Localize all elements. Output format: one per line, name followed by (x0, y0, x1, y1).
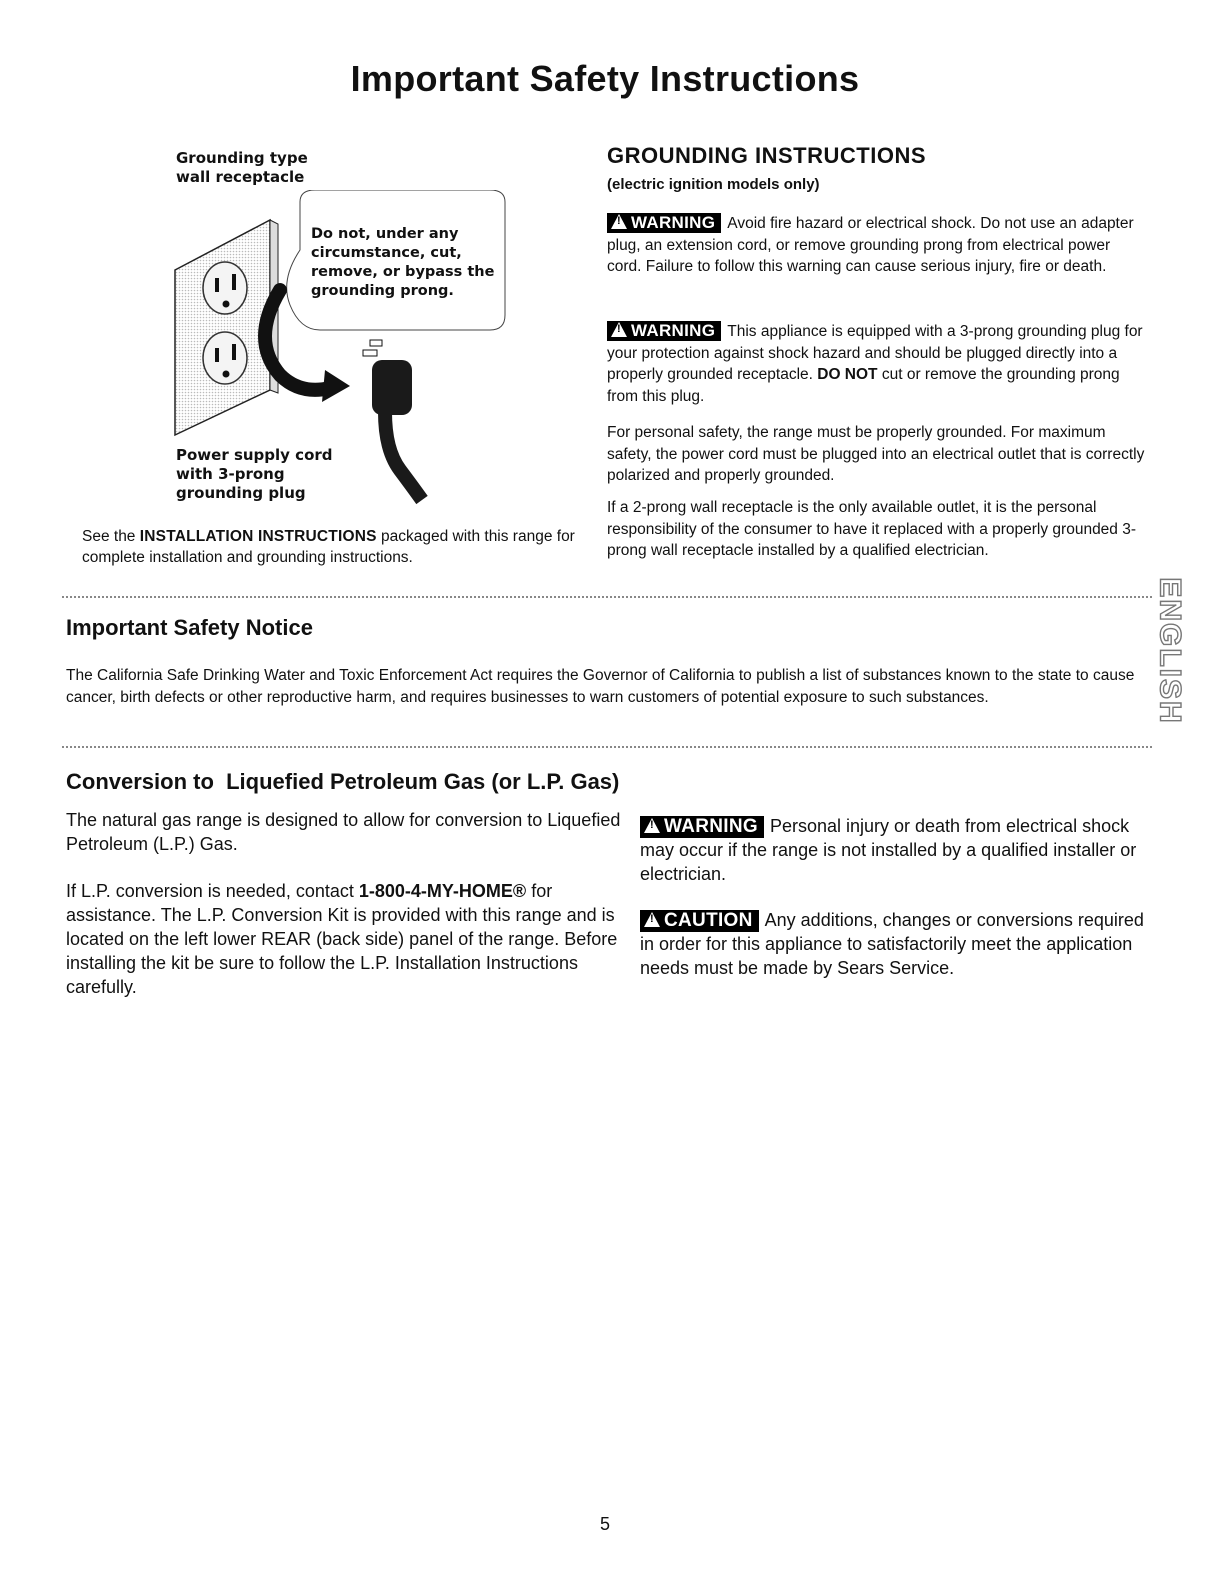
page-title: Important Safety Instructions (350, 58, 860, 99)
grounding-paragraph-3: For personal safety, the range must be properly grounded. For maximum safety, the power cord must be plugged into an electrical outlet that is correctly polarized and properly grounded. (607, 424, 1145, 484)
see-suffix: packaged with this range for complete installation and grounding instructions. (82, 528, 575, 566)
language-side-tab: ENGLISH (1154, 576, 1188, 725)
conversion-caution: !CAUTION Any additions, changes or conversions required in order for this appliance to satisfactorily meet the application needs must be made by Sears Service. (640, 908, 1150, 980)
conversion-paragraph-2: If L.P. conversion is needed, contact 1-800-4-MY-HOME® for assistance. The L.P. Conversion Kit is provided with this range and is located on the left lower REAR (back side) panel of the range. Before installing the kit be sure to follow the L.P. Installation Instructions carefully. (66, 881, 618, 997)
caution-badge: !CAUTION (640, 910, 759, 932)
grounding-paragraph-4: If a 2-prong wall receptacle is the only available outlet, it is the personal responsibility of the consumer to have it replaced with a properly grounded 3-prong wall receptacle installed by a qualified electrician. (607, 499, 1137, 559)
notice-heading: Important Safety Notice (66, 615, 313, 640)
grounding-heading: GROUNDING INSTRUCTIONS (607, 143, 926, 168)
grounding-warning-1: !WARNING Avoid fire hazard or electrical shock. Do not use an adapter plug, an extension cord, or remove grounding prong from electrical power cord. Failure to follow this warning can cause serious injury, fire or death. (607, 213, 1147, 278)
caution-triangle-icon (644, 912, 660, 927)
grounding-warning-2: !WARNING This appliance is equipped with a 3-prong grounding plug for your protection against shock hazard and should be plugged directly into a properly grounded receptacle. DO NOT cut or remove the grounding prong from this plug. (607, 321, 1147, 407)
phone-number: 1-800-4-MY-HOME® (358, 881, 527, 901)
installation-instructions-ref: INSTALLATION INSTRUCTIONS (139, 528, 377, 545)
warning-badge: !WARNING (640, 816, 764, 838)
page-number: 5 (599, 1514, 610, 1534)
callout-text: Do not, under any circumstance, cut, remove, or bypass the grounding prong. (311, 226, 495, 299)
warning-badge: !WARNING (607, 321, 721, 341)
warning-triangle-icon (611, 322, 627, 337)
section-divider (62, 596, 1152, 598)
see-prefix: See the (82, 528, 136, 545)
conversion-paragraph-1: The natural gas range is designed to allow for conversion to Liquefied Petroleum (L.P.) Gas. (66, 810, 621, 854)
warning-triangle-icon (644, 818, 660, 833)
grounding-subheading: (electric ignition models only) (607, 176, 820, 193)
warning-triangle-icon (611, 214, 627, 229)
conversion-warning: !WARNING Personal injury or death from electrical shock may occur if the range is not installed by a qualified installer or electrician. (640, 814, 1150, 886)
notice-body: The California Safe Drinking Water and Toxic Enforcement Act requires the Governor of California to publish a list of substances known to the state to cause cancer, birth defects or other reproductive harm, and requires businesses to warn customers of potential exposure to such substances. (66, 667, 1135, 706)
warning-badge: !WARNING (607, 213, 721, 233)
receptacle-label: Grounding type wall receptacle (176, 149, 308, 186)
see-installation-note (82, 526, 582, 568)
conversion-heading: Conversion to Liquefied Petroleum Gas (or L.P. Gas) (66, 769, 620, 794)
section-divider (62, 746, 1152, 748)
cord-label: Power supply cord with 3-prong grounding plug (176, 446, 333, 502)
